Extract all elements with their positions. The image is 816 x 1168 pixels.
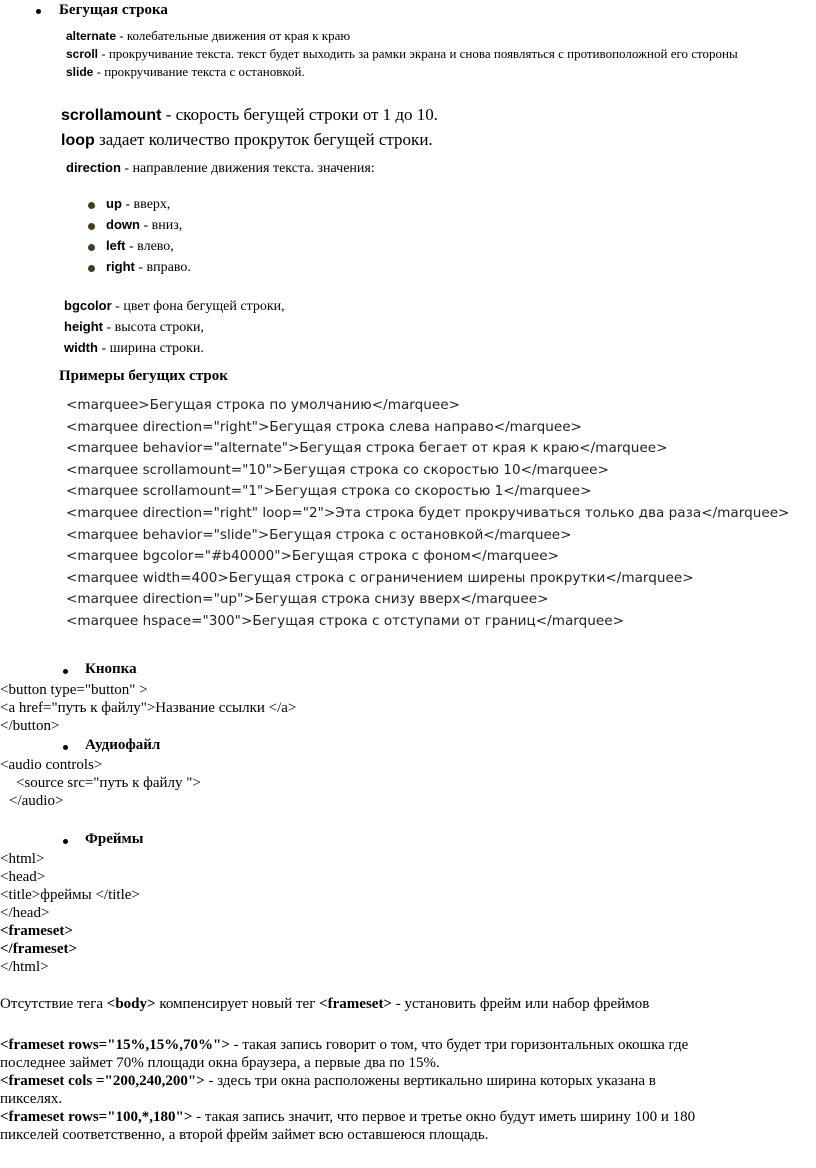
behavior-alternate: alternate - колебательные движения от края к краю [66,28,351,43]
direction-right: right - вправо. [106,259,191,275]
example-line: <marquee>Бегущая строка по умолчанию</marquee> [66,397,460,413]
frameset-example-cont: последнее займет 70% площади окна браузера, а первые два по 15%. [0,1055,440,1071]
bullet-icon [88,265,95,272]
frameset-example: <frameset rows="100,*,180"> - такая запись значит, что первое и третье окно будут иметь ширину 100 и 180 [0,1109,696,1125]
bullet-icon [63,745,68,750]
examples-title: Примеры бегущих строк [59,368,228,384]
bullet-icon [88,223,95,230]
example-line: <marquee behavior="slide">Бегущая строка с остановкой</marquee> [66,526,572,543]
example-line: <marquee direction="right" loop="2">Эта строка будет прокручиваться только два раза</marquee> [66,504,790,521]
attr-bgcolor: bgcolor - цвет фона бегущей строки, [64,298,285,314]
frames-heading: Фреймы [85,831,144,847]
frameset-example: <frameset rows="15%,15%,70%"> - такая запись говорит о том, что будет три горизонтальных окошка где [0,1037,689,1053]
example-line: <marquee scrollamount="1">Бегущая строка со скоростью 1</marquee> [66,483,592,500]
button-heading: Кнопка [85,661,137,677]
bullet-icon [63,839,68,844]
audio-heading: Аудиофайл [85,737,161,753]
attr-height: height - высота строки, [64,319,205,335]
frameset-example: <frameset cols ="200,240,200"> - здесь три окна расположены вертикально ширина которых указана в [0,1073,656,1089]
frameset-example-cont: пикселях. [0,1091,63,1107]
behavior-slide: slide - прокручивание текста с остановкой. [66,64,305,79]
direction-up: up - вверх, [106,196,171,212]
direction-line: direction - направление движения текста. значения: [66,160,375,176]
example-line: <marquee bgcolor="#b40000">Бегущая строка с фоном</marquee> [66,548,560,565]
frames-code: <html> <head> <title>фреймы </title> </head> <frameset> </frameset> </html> [0,851,140,975]
bullet-icon [88,202,95,209]
direction-down: down - вниз, [106,217,183,233]
scrollamount-line: scrollamount - скорость бегущей строки от 1 до 10. [61,105,439,124]
example-line: <marquee scrollamount="10">Бегущая строка со скоростью 10</marquee> [66,461,609,478]
attr-width: width - ширина строки. [64,340,204,356]
bullet-icon [63,669,68,674]
bullet-icon [88,244,95,251]
example-line: <marquee direction="up">Бегущая строка снизу вверх</marquee> [66,591,549,608]
example-line: <marquee width=400>Бегущая строка с ограничением ширены прокрутки</marquee> [66,569,694,586]
example-line: <marquee behavior="alternate">Бегущая строка бегает от края к краю</marquee> [66,440,668,457]
example-line: <marquee hspace="300">Бегущая строка с отступами от границ</marquee> [66,612,625,629]
absence-note: Отсутствие тега <body> компенсирует новый тег <frameset> - установить фрейм или набор фреймов [0,996,650,1012]
direction-left: left - влево, [106,238,174,254]
example-line: <marquee direction="right">Бегущая строка слева направо</marquee> [66,418,582,435]
marquee-heading: Бегущая строка [59,2,168,18]
button-code: <button type="button" > <a href="путь к файлу">Название ссылки </a> </button> [0,682,297,734]
bullet-icon [36,9,41,14]
loop-line: loop задает количество прокруток бегущей строки. [61,130,433,149]
audio-code: <audio controls> <source src="путь к файлу "> </audio> [0,757,201,809]
marquee-examples [66,395,789,633]
behavior-scroll: scroll - прокручивание текста. текст будет выходить за рамки экрана и снова появляться с противоположной его стороны [66,46,738,61]
frameset-examples [0,1036,695,1144]
frameset-example-cont: пикселей соответственно, а второй фрейм займет всю оставшеюся площадь. [0,1127,489,1143]
